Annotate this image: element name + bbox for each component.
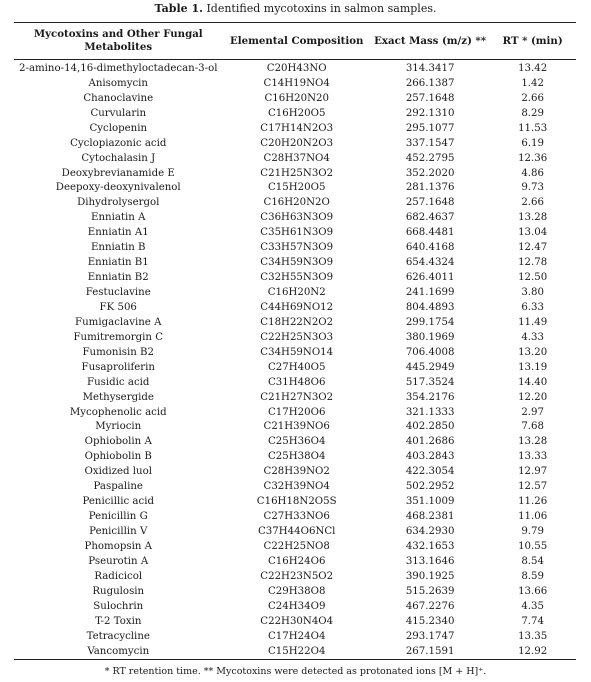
- retention-time-cell: 4.33: [521, 331, 544, 343]
- table-row: [14, 136, 576, 151]
- elemental-composition-cell: C29H38O8: [267, 585, 326, 597]
- elemental-composition-cell: C35H61N3O9: [260, 227, 334, 239]
- exact-mass-cell: 804.4893: [405, 301, 455, 313]
- metabolite-cell: FK 506: [99, 301, 137, 313]
- retention-time-cell: 9.79: [521, 526, 544, 538]
- retention-time-cell: 6.33: [521, 301, 544, 313]
- table-row: [14, 166, 576, 181]
- retention-time-cell: 11.26: [518, 496, 548, 508]
- table-row: [14, 524, 576, 539]
- retention-time-cell: 12.50: [518, 272, 548, 284]
- elemental-composition-cell: C28H37NO4: [263, 152, 330, 164]
- metabolite-cell: Cytochalasin J: [81, 152, 156, 164]
- metabolite-cell: Festuclavine: [85, 287, 151, 299]
- table-row: [14, 315, 576, 330]
- table-row: [14, 76, 576, 91]
- elemental-composition-cell: C22H25N3O3: [260, 331, 334, 343]
- elemental-composition-cell: C17H20O6: [267, 406, 326, 418]
- elemental-composition-cell: C20H20N2O3: [260, 137, 334, 149]
- elemental-composition-cell: C34H59N3O9: [260, 257, 334, 269]
- table-row: [14, 569, 576, 584]
- table-row: [14, 151, 576, 166]
- exact-mass-cell: 401.2686: [405, 436, 455, 448]
- metabolite-cell: Enniatin B1: [87, 257, 149, 269]
- retention-time-cell: 13.33: [518, 451, 548, 463]
- metabolite-cell: Chanoclavine: [83, 92, 154, 104]
- table-row: [14, 390, 576, 405]
- table-row: [14, 614, 576, 629]
- elemental-composition-cell: C15H22O4: [222, 644, 370, 659]
- table-row: [14, 434, 576, 449]
- exact-mass-cell: 654.4324: [405, 257, 455, 269]
- table-row: [14, 375, 576, 390]
- metabolite-cell: Enniatin B: [90, 242, 146, 254]
- retention-time-cell: 13.19: [518, 361, 548, 373]
- retention-time-cell: 12.78: [518, 257, 548, 269]
- retention-time-cell: 13.66: [518, 585, 548, 597]
- metabolite-cell: Fusaproliferin: [81, 361, 155, 373]
- elemental-composition-cell: C27H33NO6: [263, 511, 330, 523]
- metabolite-cell: Enniatin A1: [87, 227, 149, 239]
- metabolite-cell: Enniatin B2: [87, 272, 149, 284]
- metabolite-cell: Vancomycin: [14, 644, 222, 659]
- exact-mass-cell: 257.1648: [405, 92, 455, 104]
- retention-time-cell: 8.54: [521, 555, 544, 567]
- table-caption: [0, 2, 591, 16]
- exact-mass-cell: 352.2020: [405, 167, 455, 179]
- metabolite-cell: 2-amino-14,16-dimethyloctadecan-3-ol: [19, 62, 218, 74]
- elemental-composition-cell: C21H25N3O2: [260, 167, 334, 179]
- metabolite-cell: Deoxybrevianamide E: [61, 167, 175, 179]
- metabolite-cell: Penicillic acid: [82, 496, 154, 508]
- retention-time-cell: 2.97: [521, 406, 544, 418]
- metabolite-cell: Phomopsin A: [84, 540, 152, 552]
- retention-time-cell: 13.20: [518, 346, 548, 358]
- exact-mass-cell: 266.1387: [405, 77, 455, 89]
- header-exact-mass: Exact Mass (m/z) **: [371, 23, 489, 60]
- table-caption-label: Table 1.: [154, 2, 203, 15]
- metabolite-cell: Myriocin: [95, 421, 142, 433]
- retention-time-cell: 8.59: [521, 570, 544, 582]
- exact-mass-cell: 267.1591: [371, 644, 489, 659]
- retention-time-cell: 2.66: [521, 92, 544, 104]
- exact-mass-cell: 640.4168: [405, 242, 455, 254]
- header-row: [14, 23, 576, 60]
- elemental-composition-cell: C18H22N2O2: [260, 316, 334, 328]
- exact-mass-cell: 281.1376: [405, 182, 455, 194]
- exact-mass-cell: 299.1754: [405, 316, 455, 328]
- table-row: [14, 449, 576, 464]
- exact-mass-cell: 517.3524: [405, 376, 455, 388]
- table-row: [14, 554, 576, 569]
- elemental-composition-cell: C16H18N2O5S: [256, 496, 337, 508]
- mycotoxin-table: [14, 22, 576, 660]
- table-row: [14, 629, 576, 644]
- metabolite-cell: Oxidized luol: [84, 466, 152, 478]
- elemental-composition-cell: C21H39NO6: [263, 421, 330, 433]
- table-row: [14, 509, 576, 524]
- exact-mass-cell: 402.2850: [405, 421, 455, 433]
- elemental-composition-cell: C32H39NO4: [263, 481, 330, 493]
- table-row: [14, 240, 576, 255]
- table-row: [14, 60, 576, 76]
- retention-time-cell: 11.49: [518, 316, 548, 328]
- exact-mass-cell: 502.2952: [405, 481, 455, 493]
- elemental-composition-cell: C22H30N4O4: [260, 615, 334, 627]
- table-row: [14, 195, 576, 210]
- elemental-composition-cell: C32H55N3O9: [260, 272, 334, 284]
- metabolite-cell: Fumonisin B2: [82, 346, 154, 358]
- retention-time-cell: 7.74: [521, 615, 544, 627]
- retention-time-cell: 1.42: [521, 77, 544, 89]
- exact-mass-cell: 337.1547: [405, 137, 455, 149]
- table-row: [14, 345, 576, 360]
- metabolite-cell: Penicillin G: [88, 511, 148, 523]
- elemental-composition-cell: C44H69NO12: [260, 301, 334, 313]
- retention-time-cell: 8.29: [521, 107, 544, 119]
- retention-time-cell: 4.35: [521, 600, 544, 612]
- metabolite-cell: Pseurotin A: [88, 555, 149, 567]
- table-row: [14, 106, 576, 121]
- elemental-composition-cell: C16H24O6: [267, 555, 326, 567]
- table-row: [14, 91, 576, 106]
- metabolite-cell: Dihydrolysergol: [77, 197, 160, 209]
- table-body: [14, 60, 576, 660]
- table-header: [14, 23, 576, 60]
- elemental-composition-cell: C37H44O6NCl: [258, 526, 336, 538]
- retention-time-cell: 13.42: [518, 62, 548, 74]
- metabolite-cell: Deepoxy-deoxynivalenol: [55, 182, 181, 194]
- retention-time-cell: 7.68: [521, 421, 544, 433]
- elemental-composition-cell: C15H20O5: [267, 182, 326, 194]
- metabolite-cell: Fusidic acid: [87, 376, 150, 388]
- metabolite-cell: Curvularin: [90, 107, 147, 119]
- metabolite-cell: Rugulosin: [92, 585, 145, 597]
- retention-time-cell: 13.35: [518, 630, 548, 642]
- table-row: [14, 599, 576, 614]
- exact-mass-cell: 468.2381: [405, 511, 455, 523]
- metabolite-cell: Fumitremorgin C: [73, 331, 164, 343]
- metabolite-cell: Fumigaclavine A: [75, 316, 162, 328]
- table-caption-text: Identified mycotoxins in salmon samples.: [206, 2, 437, 15]
- table-row: [14, 270, 576, 285]
- retention-time-cell: 14.40: [518, 376, 548, 388]
- exact-mass-cell: 706.4008: [405, 346, 455, 358]
- exact-mass-cell: 422.3054: [405, 466, 455, 478]
- retention-time-cell: 6.19: [521, 137, 544, 149]
- elemental-composition-cell: C22H23N5O2: [260, 570, 334, 582]
- elemental-composition-cell: C21H27N3O2: [260, 391, 334, 403]
- retention-time-cell: 13.28: [518, 436, 548, 448]
- table-row: [14, 405, 576, 420]
- elemental-composition-cell: C24H34O9: [267, 600, 326, 612]
- retention-time-cell: 9.73: [521, 182, 544, 194]
- exact-mass-cell: 257.1648: [405, 197, 455, 209]
- exact-mass-cell: 321.1333: [405, 406, 455, 418]
- exact-mass-cell: 515.2639: [405, 585, 455, 597]
- exact-mass-cell: 314.3417: [405, 62, 455, 74]
- exact-mass-cell: 634.2930: [405, 526, 455, 538]
- table-row: [14, 330, 576, 345]
- elemental-composition-cell: C17H24O4: [267, 630, 326, 642]
- metabolite-cell: Cyclopiazonic acid: [70, 137, 167, 149]
- header-retention-time: RT * (min): [489, 23, 576, 60]
- exact-mass-cell: 445.2949: [405, 361, 455, 373]
- elemental-composition-cell: C16H20O5: [267, 107, 326, 119]
- elemental-composition-cell: C27H40O5: [267, 361, 326, 373]
- elemental-composition-cell: C33H57N3O9: [260, 242, 334, 254]
- metabolite-cell: Ophiobolin B: [84, 451, 152, 463]
- metabolite-cell: Tetracycline: [86, 630, 150, 642]
- exact-mass-cell: 415.2340: [405, 615, 455, 627]
- metabolite-cell: Mycophenolic acid: [69, 406, 167, 418]
- elemental-composition-cell: C14H19NO4: [263, 77, 330, 89]
- exact-mass-cell: 403.2843: [405, 451, 455, 463]
- table-row: [14, 644, 576, 659]
- retention-time-cell: 12.36: [518, 152, 548, 164]
- header-elemental-composition: Elemental Composition: [222, 23, 370, 60]
- elemental-composition-cell: C22H25NO8: [263, 540, 330, 552]
- exact-mass-cell: 432.1653: [405, 540, 455, 552]
- table-row: [14, 300, 576, 315]
- elemental-composition-cell: C17H14N2O3: [260, 122, 334, 134]
- exact-mass-cell: 626.4011: [405, 272, 455, 284]
- exact-mass-cell: 668.4481: [405, 227, 455, 239]
- table-row: [14, 539, 576, 554]
- metabolite-cell: T-2 Toxin: [95, 615, 142, 627]
- metabolite-cell: Anisomycin: [88, 77, 148, 89]
- table-row: [14, 479, 576, 494]
- exact-mass-cell: 467.2276: [405, 600, 455, 612]
- exact-mass-cell: 390.1925: [405, 570, 455, 582]
- elemental-composition-cell: C36H63N3O9: [260, 212, 334, 224]
- exact-mass-cell: 380.1969: [405, 331, 455, 343]
- metabolite-cell: Sulochrin: [93, 600, 144, 612]
- exact-mass-cell: 292.1310: [405, 107, 455, 119]
- metabolite-cell: Enniatin A: [91, 212, 146, 224]
- exact-mass-cell: 241.1699: [405, 287, 455, 299]
- exact-mass-cell: 351.1009: [405, 496, 455, 508]
- header-metabolite: Mycotoxins and Other Fungal Metabolites: [14, 23, 222, 60]
- retention-time-cell: 12.57: [518, 481, 548, 493]
- table-row: [14, 285, 576, 300]
- exact-mass-cell: 295.1077: [405, 122, 455, 134]
- retention-time-cell: 12.47: [518, 242, 548, 254]
- retention-time-cell: 11.06: [518, 511, 548, 523]
- elemental-composition-cell: C25H36O4: [267, 436, 326, 448]
- table-row: [14, 181, 576, 196]
- table-row: [14, 360, 576, 375]
- retention-time-cell: 11.53: [518, 122, 548, 134]
- metabolite-cell: Radicicol: [94, 570, 143, 582]
- elemental-composition-cell: C16H20N2O: [263, 197, 330, 209]
- table-row: [14, 420, 576, 435]
- exact-mass-cell: 682.4637: [405, 212, 455, 224]
- retention-time-cell: 10.55: [518, 540, 548, 552]
- elemental-composition-cell: C25H38O4: [267, 451, 326, 463]
- metabolite-cell: Cyclopenin: [89, 122, 148, 134]
- retention-time-cell: 12.92: [489, 644, 576, 659]
- retention-time-cell: 4.86: [521, 167, 544, 179]
- elemental-composition-cell: C34H59NO14: [260, 346, 334, 358]
- table-row: [14, 464, 576, 479]
- metabolite-cell: Penicillin V: [89, 526, 148, 538]
- retention-time-cell: 12.97: [518, 466, 548, 478]
- table-row: [14, 225, 576, 240]
- metabolite-cell: Paspaline: [93, 481, 143, 493]
- elemental-composition-cell: C16H20N2: [267, 287, 326, 299]
- exact-mass-cell: 293.1747: [405, 630, 455, 642]
- metabolite-cell: Methysergide: [82, 391, 154, 403]
- elemental-composition-cell: C20H43NO: [266, 62, 327, 74]
- retention-time-cell: 13.04: [518, 227, 548, 239]
- elemental-composition-cell: C16H20N20: [264, 92, 329, 104]
- elemental-composition-cell: C28H39NO2: [263, 466, 330, 478]
- table-row: [14, 121, 576, 136]
- elemental-composition-cell: C31H48O6: [267, 376, 326, 388]
- metabolite-cell: Ophiobolin A: [84, 436, 152, 448]
- table-row: [14, 210, 576, 225]
- retention-time-cell: 13.28: [518, 212, 548, 224]
- exact-mass-cell: 452.2795: [405, 152, 455, 164]
- retention-time-cell: 12.20: [518, 391, 548, 403]
- table-footnote: * RT retention time. ** Mycotoxins were detected as protonated ions [M + H]⁺.: [104, 666, 487, 677]
- table-row: [14, 584, 576, 599]
- exact-mass-cell: 354.2176: [405, 391, 455, 403]
- table-row: [14, 494, 576, 509]
- retention-time-cell: 2.66: [521, 197, 544, 209]
- retention-time-cell: 3.80: [521, 287, 544, 299]
- table-row: [14, 255, 576, 270]
- exact-mass-cell: 313.1646: [405, 555, 455, 567]
